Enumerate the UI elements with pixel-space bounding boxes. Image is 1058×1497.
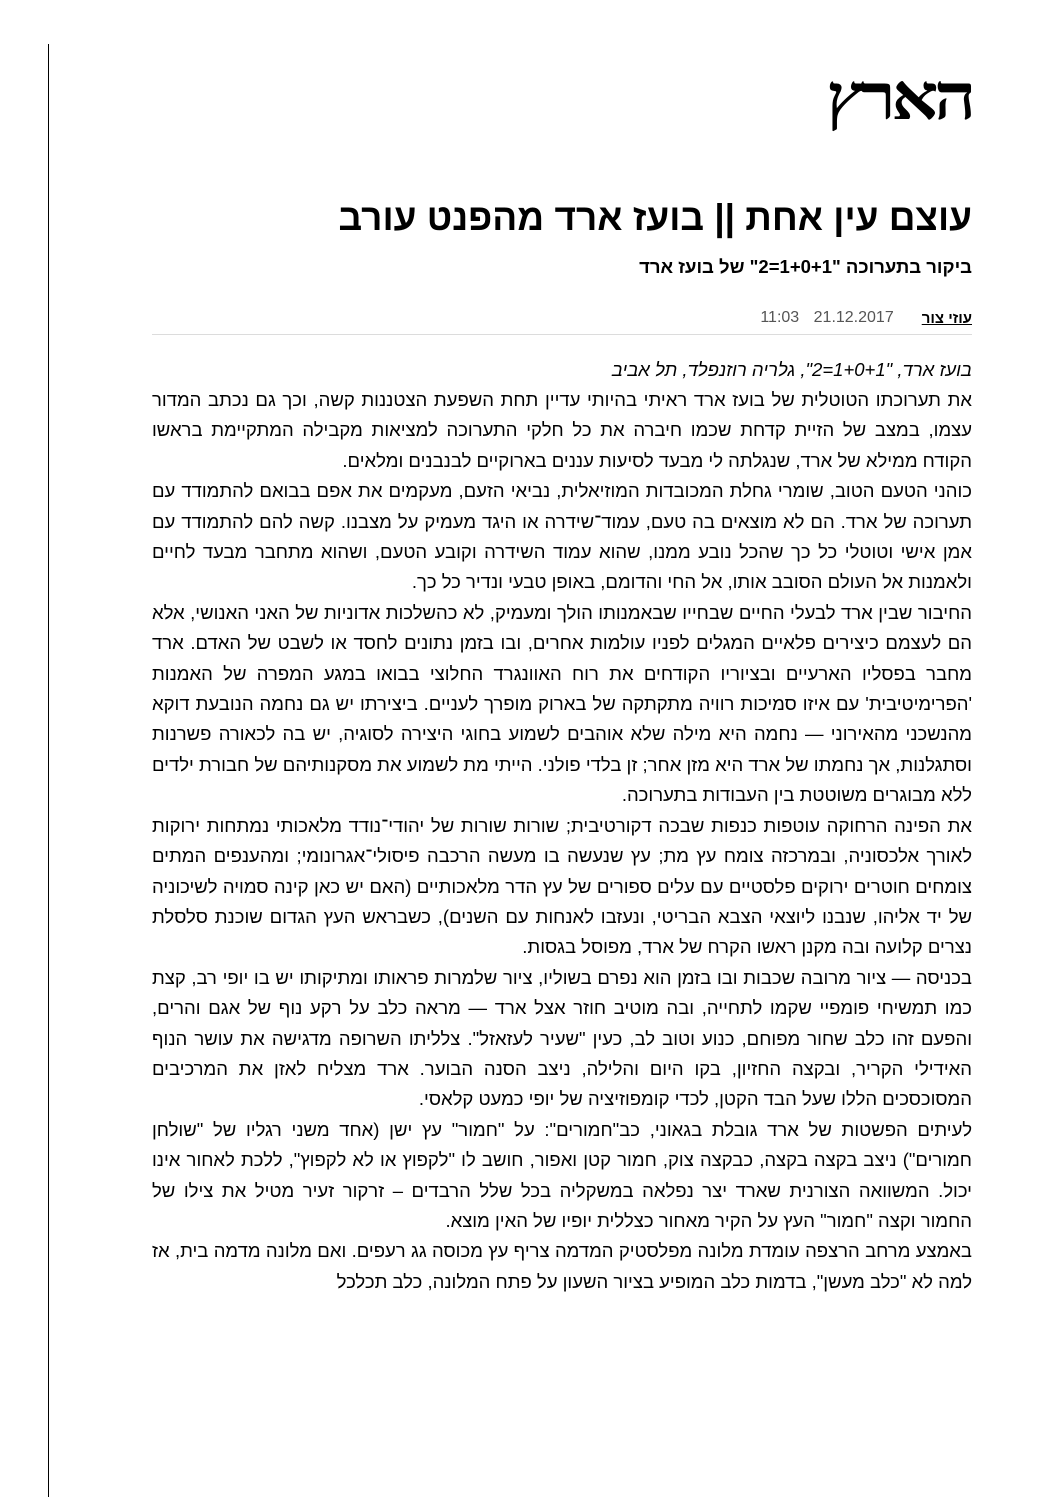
article-body <box>152 385 972 1297</box>
body-paragraph: את הפינה הרחוקה עוטפות כנפות שבכה דקורטיבית; שורות שורות של יהודי־נודד מלאכותי נמתחות ירוקות לאורך אלכסוניה, ובמרכזה צומח עץ מת; עץ שנעשה בו מעשה הרכבה פיסולי־אגרונומי; ומהענפים המתים צומחים חוטרים ירוקים פלסטיים עם עלים ספורים של עץ הדר מלאכותיים (האם יש כאן קינה סמויה לשיכוניה של יד אליהו, שנבנו ליוצאי הצבא הבריטי, ונעזבו לאנחות עם השנים), כשבראש העץ הגדום שוכנת סלסלת נצרים קלועה ובה מקנן ראשו הקרח של ארד, מפוסל בגסות. <box>152 814 972 958</box>
body-paragraph: כוהני הטעם הטוב, שומרי גחלת המכובדות המוזיאלית, נביאי הזעם, מעקמים את אפם בבואם להתמודד עם תערוכה של ארד. הם לא מוצאים בה טעם, עמוד־שידרה או היגד מעמיק על מצבנו. קשה להם להתמודד עם אמן אישי וטוטלי כל כך שהכל נובע ממנו, שהוא עמוד השידרה וקובע הטעם, ושהוא מתחבר מבעד לחיים ולאמנות אל העולם הסובב אותו, אל החי והדומם, באופן טבעי ונדיר כל כך. <box>152 480 972 593</box>
page-margin-rule <box>48 44 49 1497</box>
byline <box>152 302 972 335</box>
body-paragraph: החיבור שבין ארד לבעלי החיים שבחייו שבאמנותו הולך ומעמיק, לא כהשלכות אדוניות של האני האנושי, אלא הם לעצמם כיצירים פלאיים המגלים לפניו עולמות אחרים, ובו בזמן נתונים לחסד או לשבט של האדם. ארד מחבר בפסליו הארעיים ובציוריו הקודחים את רוח האוונגרד החלוצי בבואו במגע המפרה של האמנות 'הפרימיטיבית' עם איזו סמיכות רוויה מתקתקה של בארוק מופרך לעניים. ביצירתו יש גם נחמה הנובעת דוקא מהנשכני מהאירוני — נחמה היא מילה שלא אוהבים לשמוע בחוגי היצירה לסוגיה, יש בה לכאורה פשרנות וסתגלנות, אך נחמתו של ארד היא מזן אחר; זן בלדי פולני. הייתי מת לשמוע את מסקנותיהם של חבורת ילדים ללא מבוגרים משוטטת בין העבודות בתערוכה. <box>152 601 972 806</box>
logo-wordmark: הארץ <box>826 60 972 135</box>
publish-time: 11:03 <box>760 309 800 326</box>
body-paragraph: לעיתים הפשטות של ארד גובלת בגאוני, כב"חמורים": על "חמור" עץ ישן (אחד משני רגליו של "שולחן חמורים") ניצב בקצה בקצה, כבקצה צוק, חמור קטן ואפור, חושב לו "לקפוץ או לא לקפוץ", ללכת לאחור אינו יכול. המשוואה הצורנית שארד יצר נפלאה במשקליה בכל שלל הרבדים – זרקור זעיר מטיל את צילו של החמור וקצה "חמור" העץ על הקיר מאחור כצללית יופיו של האין מוצא. <box>152 1118 972 1231</box>
haaretz-logo[interactable] <box>772 60 972 135</box>
article-headline: עוצם עין אחת || בועז ארד מהפנט עורב <box>338 197 972 238</box>
body-paragraph: את תערוכתו הטוטלית של בועז ארד ראיתי בהיותי עדיין תחת השפעת הצטננות קשה, וכך גם נכתב המדור עצמו, במצב של הזיית קדחת שכמו חיברה את כל חלקי התערוכה למציאות מקבילה המתקיימת בראשו הקודח ממילא של ארד, שנגלתה לי מבעד לסיעות עננים בארוקיים לבנבנים ומלאים. <box>152 389 972 471</box>
article-subtitle: ביקור בתערוכה "1+0+1=2" של בועז ארד <box>639 256 972 277</box>
body-paragraph: בכניסה — ציור מרובה שכבות ובו בזמן הוא נפרם בשוליו, ציור שלמרות פראותו ומתיקותו יש בו יופי רב, קצת כמו תמשיחי פומפיי שקמו לתחייה, ובה מוטיב חוזר אצל ארד — מראה כלב על רקע נוף של אגם והרים, והפעם זהו כלב שחור מפוחם, כנוע וטוב לב, כעין "שעיר לעזאזל". צלליתו השרופה מדגישה את עושר הנוף האידילי הקריר, ובקצה החזיון, בקו היום והלילה, ניצב הסנה הבוער. ארד מצליח לאזן את המרכיבים המסוכסכים הללו שעל הבד הקטן, לכדי קומפוזיציה של יופי כמעט קלאסי. <box>152 966 972 1110</box>
author-link[interactable]: עוזי צור <box>921 309 972 327</box>
article <box>152 190 972 1297</box>
publish-date: 21.12.2017 <box>813 309 894 326</box>
body-paragraph: באמצע מרחב הרצפה עומדת מלונה מפלסטיק המדמה צריף עץ מכוסה גג רעפים. ואם מלונה מדמה בית, אז למה לא "כלב מעשן", בדמות כלב המופיע בציור השעון על פתח המלונה, כלב תכלכל <box>152 1240 972 1292</box>
exhibition-credit: בועז ארד, "1+0+1=2", גלריה רוזנפלד, תל אביב <box>611 359 972 380</box>
publish-dateline <box>750 309 893 327</box>
